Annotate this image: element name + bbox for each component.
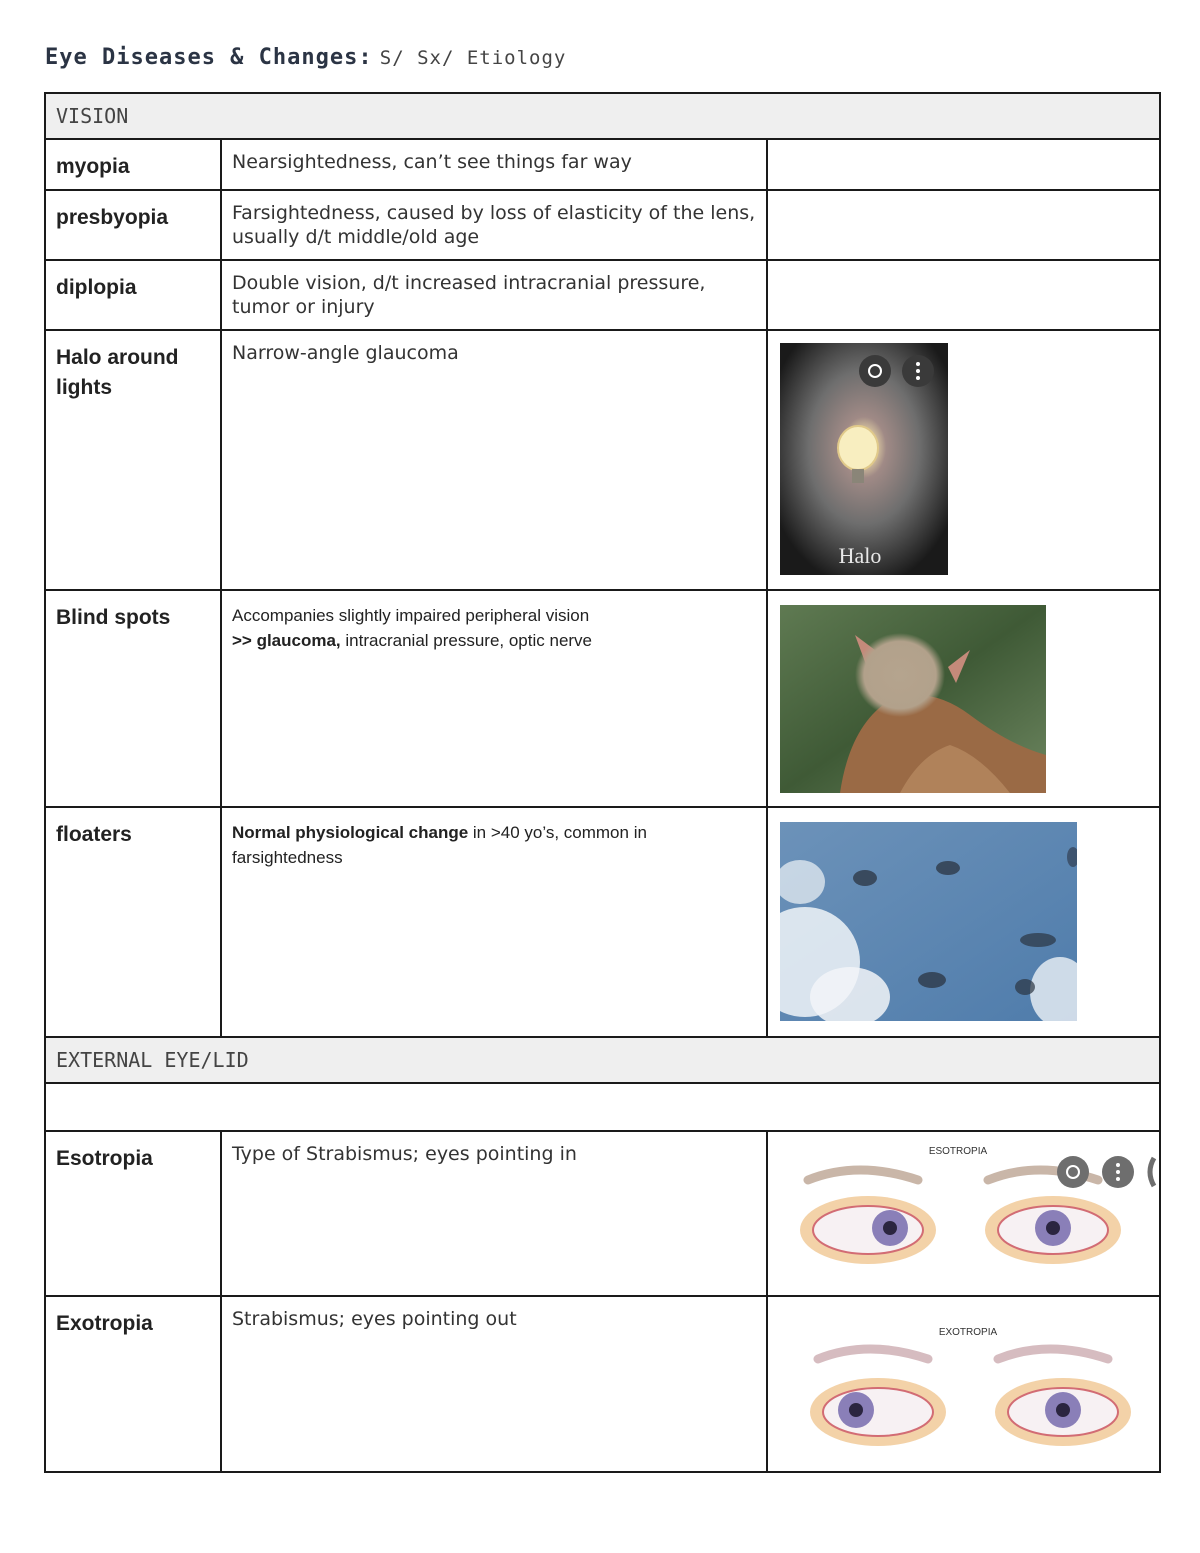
section-label-vision: VISION [56, 104, 129, 128]
halo-caption: Halo [838, 543, 882, 568]
term-myopia: myopia [56, 155, 130, 178]
esotropia-caption: ESOTROPIA [928, 1146, 988, 1157]
esotropia-image [768, 1132, 1159, 1280]
lens-icon[interactable] [1057, 1156, 1089, 1188]
section-label-external: EXTERNAL EYE/LID [56, 1048, 249, 1072]
term-blind-spots: Blind spots [56, 606, 171, 629]
desc-blind-spots-bold: >> glaucoma, [232, 631, 341, 650]
exotropia-image [768, 1297, 1159, 1457]
term-presbyopia: presbyopia [56, 206, 169, 229]
table-row-exotropia [45, 1296, 1160, 1472]
page-title [45, 44, 566, 70]
desc-blind-spots [222, 591, 766, 653]
page-title-main: Eye Diseases & Changes: [45, 45, 373, 70]
table-row-myopia [45, 139, 1160, 190]
term-halo: Halo around lights [56, 346, 179, 399]
desc-exotropia: Strabismus; eyes pointing out [232, 1308, 517, 1330]
exotropia-caption: EXOTROPIA [938, 1327, 998, 1338]
page-title-sub: S/ Sx/ Etiology [379, 47, 567, 69]
table-row-halo [45, 330, 1160, 590]
lens-icon[interactable] [859, 355, 891, 387]
floaters-image [768, 808, 1159, 1021]
desc-floaters [222, 808, 766, 870]
term-exotropia: Exotropia [56, 1312, 153, 1335]
table-row-presbyopia [45, 190, 1160, 260]
halo-image [768, 331, 1159, 575]
image-cell-empty [767, 190, 1160, 260]
desc-diplopia: Double vision, d/t increased intracranial pressure, tumor or injury [232, 272, 706, 318]
desc-esotropia: Type of Strabismus; eyes pointing in [232, 1143, 577, 1165]
blind-spot-image [768, 591, 1159, 793]
desc-presbyopia: Farsightedness, caused by loss of elasticity of the lens, usually d/t middle/old age [232, 202, 756, 248]
desc-floaters-bold: Normal physiological change [232, 823, 469, 842]
term-esotropia: Esotropia [56, 1147, 153, 1170]
desc-myopia: Nearsightedness, can’t see things far way [232, 151, 632, 173]
term-diplopia: diplopia [56, 276, 137, 299]
desc-blind-spots-rest: intracranial pressure, optic nerve [340, 631, 593, 650]
image-cell-empty [767, 139, 1160, 190]
table-row-diplopia [45, 260, 1160, 330]
table-row-esotropia [45, 1131, 1160, 1296]
next-arrow-icon[interactable] [1150, 1158, 1154, 1186]
desc-floaters-rest: in >40 yo’s, common in farsightedness [232, 823, 647, 867]
term-floaters: floaters [56, 823, 132, 846]
table-row-blind-spots [45, 590, 1160, 807]
desc-halo: Narrow-angle glaucoma [232, 342, 459, 364]
section-vision [45, 93, 1160, 139]
section-external [45, 1037, 1160, 1083]
eye-diseases-table [44, 92, 1161, 1473]
table-row-floaters [45, 807, 1160, 1037]
table-row-empty [45, 1083, 1160, 1131]
image-cell-empty [767, 260, 1160, 330]
desc-blind-spots-line2 [232, 628, 756, 653]
desc-blind-spots-line1: Accompanies slightly impaired peripheral vision [232, 606, 590, 625]
